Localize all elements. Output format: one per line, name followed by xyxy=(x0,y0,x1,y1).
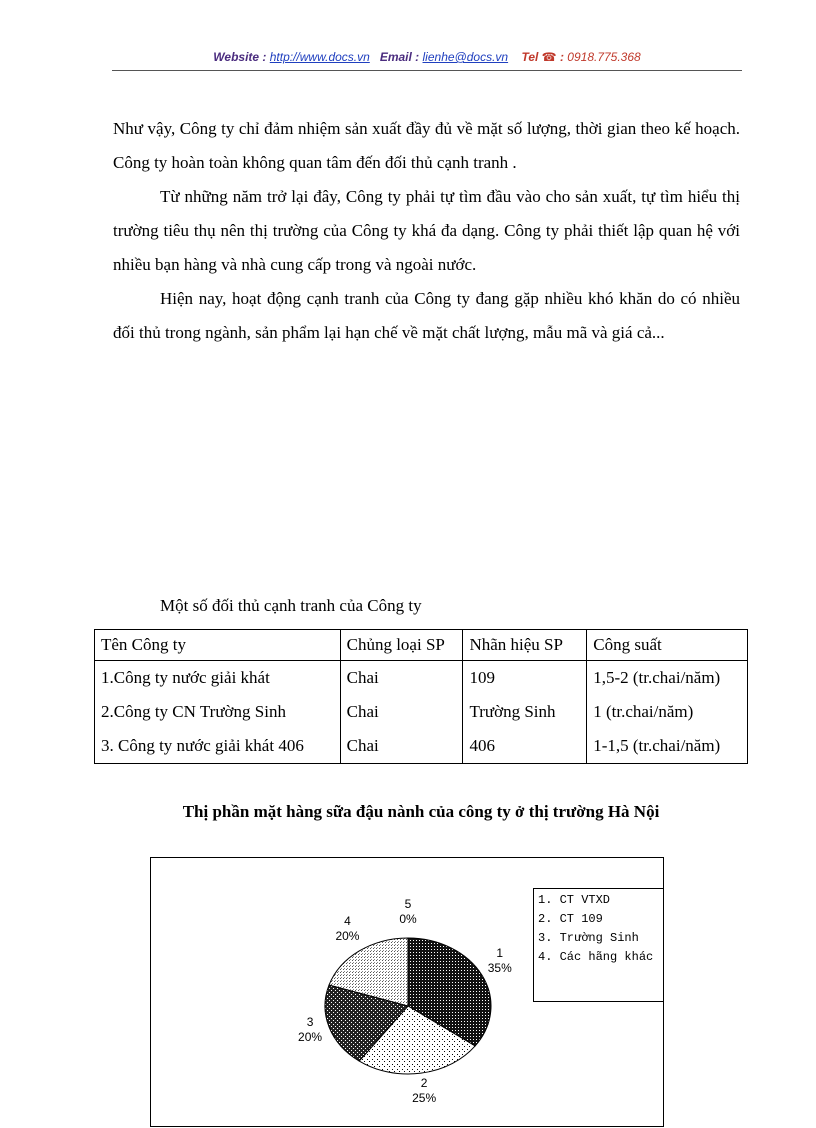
table-header-cell: Nhãn hiệu SP xyxy=(463,630,587,661)
pie-label-4 xyxy=(335,914,359,943)
tel-number: 0918.775.368 xyxy=(567,50,641,64)
tel-label: Tel ☎ : xyxy=(521,50,564,64)
pie-label-category: 2 xyxy=(420,1075,428,1090)
paragraph-1: Như vậy, Công ty chỉ đảm nhiệm sản xuất đầy đủ về mặt số lượng, thời gian theo kế hoạch. Công ty hoàn toàn không quan tâm đến đối thủ cạnh tranh . xyxy=(113,119,740,172)
pie-label-1 xyxy=(488,946,512,975)
legend-item: 2. CT 109 xyxy=(538,912,603,926)
pie-label-2 xyxy=(412,1076,436,1105)
pie-label-category: 3 xyxy=(306,1014,314,1029)
legend-item: 4. Các hãng khác xyxy=(538,950,654,964)
email-link[interactable]: lienhe@docs.vn xyxy=(422,50,509,64)
pie-label-percent: 20% xyxy=(335,929,360,944)
pie-label-percent: 25% xyxy=(412,1090,437,1105)
table-header-cell: Chủng loại SP xyxy=(340,630,463,661)
pie-label-category: 4 xyxy=(344,914,351,929)
table-cell: Chai xyxy=(340,729,463,764)
pie-label-percent: 35% xyxy=(487,961,512,976)
chart-legend xyxy=(533,888,664,1002)
chart-title: Thị phần mặt hàng sữa đậu nành của công ty ở thị trường Hà Nội xyxy=(182,802,660,821)
paragraph-3: Hiện nay, hoạt động cạnh tranh của Công ty đang gặp nhiều khó khăn do có nhiều đối thủ trong ngành, sản phẩm lại hạn chế về mặt chất lượng, mẫu mã và giá cả... xyxy=(113,289,740,342)
table-cell: 1,5-2 (tr.chai/năm) xyxy=(587,661,748,696)
legend-item: 1. CT VTXD xyxy=(538,893,611,907)
table-cell: 406 xyxy=(463,729,587,764)
table-cell: Trường Sinh xyxy=(463,695,587,729)
pie-label-category: 1 xyxy=(496,946,504,961)
table-row xyxy=(95,661,748,696)
table-cell: 2.Công ty CN Trường Sinh xyxy=(95,695,341,729)
table-cell: 3. Công ty nước giải khát 406 xyxy=(95,729,341,764)
table-cell: 1 (tr.chai/năm) xyxy=(587,695,748,729)
pie-label-percent: 0% xyxy=(399,912,417,926)
table-row xyxy=(95,729,748,764)
table-cell: 1.Công ty nước giải khát xyxy=(95,661,341,696)
pie-chart xyxy=(150,857,664,1127)
table-row xyxy=(95,695,748,729)
email-label: Email : xyxy=(379,50,420,64)
pie-label-percent: 20% xyxy=(298,1029,323,1044)
table-header-row xyxy=(95,630,748,661)
pie-label-category: 5 xyxy=(404,897,412,911)
body-text xyxy=(113,112,740,350)
table-header-cell: Tên Công ty xyxy=(95,630,341,661)
paragraph-2: Từ những năm trở lại đây, Công ty phải tự tìm đầu vào cho sản xuất, tự tìm hiểu thị trường tiêu thụ nên thị trường của Công ty khá đa dạng. Công ty phải thiết lập quan hệ với nhiều bạn hàng và nhà cung cấp trong và ngoài nước. xyxy=(113,187,740,274)
legend-item: 3. Trường Sinh xyxy=(538,931,639,945)
website-label: Website : xyxy=(213,50,267,64)
table-cell: Chai xyxy=(340,695,463,729)
table-cell: Chai xyxy=(340,661,463,696)
page-header xyxy=(112,50,742,70)
table-cell: 109 xyxy=(463,661,587,696)
table-cell: 1-1,5 (tr.chai/năm) xyxy=(587,729,748,764)
pie-label-5 xyxy=(399,897,417,926)
table-header-cell: Công suất xyxy=(587,630,748,661)
pie-label-3 xyxy=(298,1015,322,1044)
website-link[interactable]: http://www.docs.vn xyxy=(269,50,370,64)
header-divider xyxy=(112,70,742,71)
competitors-table xyxy=(94,629,748,764)
table-caption: Một số đối thủ cạnh tranh của Công ty xyxy=(160,596,422,615)
